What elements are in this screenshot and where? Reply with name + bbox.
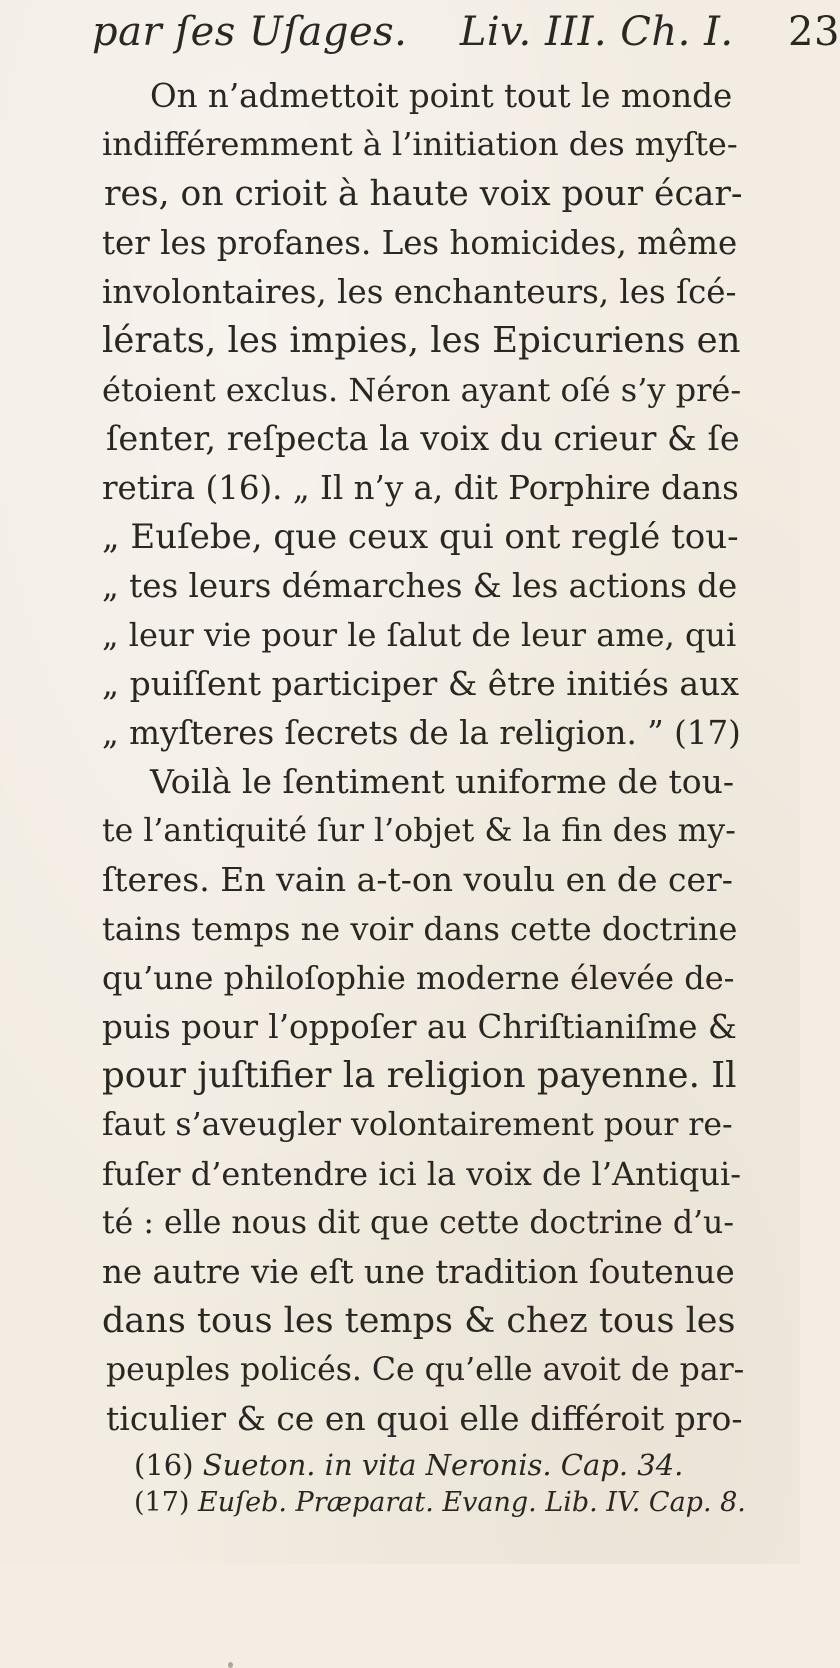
text-line: té : elle nous dit que cette doctrine d’u- [102, 1205, 734, 1241]
ink-speck [228, 1662, 233, 1668]
text-line: Voilà le ſentiment uniforme de tou- [150, 762, 735, 801]
text-line: te l’antiquité ſur l’objet & la fin des my- [102, 813, 736, 849]
text-line: ſteres. En vain a-t-on voulu en de cer- [102, 860, 733, 899]
text-line: étoient exclus. Néron ayant oſé s’y pré- [102, 371, 742, 409]
text-line: involontaires, les enchanteurs, les ſcé- [102, 273, 737, 311]
text-line: qu’une philoſophie moderne élevée de- [102, 959, 735, 997]
footnote [134, 1484, 754, 1522]
text-line: „ tes leurs démarches & les actions de [102, 567, 738, 605]
footnote-number: (17) [134, 1487, 190, 1518]
text-line: dans tous les temps & chez tous les [102, 1301, 736, 1341]
page-number: 23 [788, 9, 840, 55]
footnote-number: (16) [134, 1448, 194, 1482]
text-line: ter les profanes. Les homicides, même [102, 224, 738, 262]
text-line: ticulier & ce en quoi elle différoit pro- [106, 1399, 743, 1438]
running-header [92, 8, 840, 56]
text-line: faut s’aveugler volontairement pour re- [102, 1107, 733, 1143]
running-title: par ſes Uſages. [92, 9, 408, 55]
text-line: puis pour l’oppoſer au Chriſtianiſme & [102, 1008, 737, 1046]
text-line: peuples policés. Ce qu’elle avoit de par- [106, 1352, 745, 1388]
text-line: „ Euſebe, que ceux qui ont reglé tou- [102, 517, 739, 557]
text-line: indifféremment à l’initiation des myſte- [102, 125, 738, 163]
footnote [134, 1446, 734, 1484]
text-line: retira (16). „ Il n’y a, dit Porphire dans [102, 469, 739, 507]
footnote-text: Euſeb. Præparat. Evang. Lib. IV. Cap. 8. [198, 1487, 746, 1518]
text-line: „ leur vie pour le ſalut de leur ame, qui [102, 616, 737, 654]
text-line: ſenter, reſpecta la voix du crieur & ſe [106, 419, 740, 458]
text-line: ne autre vie eſt une tradition ſoutenue [102, 1253, 735, 1291]
text-line: „ myſteres ſecrets de la religion. ” (17) [102, 714, 741, 752]
text-line: lérats, les impies, les Epicuriens en [102, 320, 741, 361]
book-reference: Liv. III. Ch. I. [459, 9, 734, 55]
text-line: tains temps ne voir dans cette doctrine [102, 910, 738, 948]
text-line: On n’admettoit point tout le monde [150, 77, 733, 115]
text-line: fuſer d’entendre ici la voix de l’Antiqui- [102, 1155, 741, 1193]
text-line: pour juſtifier la religion payenne. Il [102, 1055, 737, 1096]
text-line: „ puiſſent participer & être initiés aux [102, 664, 739, 703]
text-line: res, on crioit à haute voix pour écar- [104, 174, 743, 214]
footnote-text: Sueton. in vita Neronis. Cap. 34. [202, 1448, 684, 1482]
